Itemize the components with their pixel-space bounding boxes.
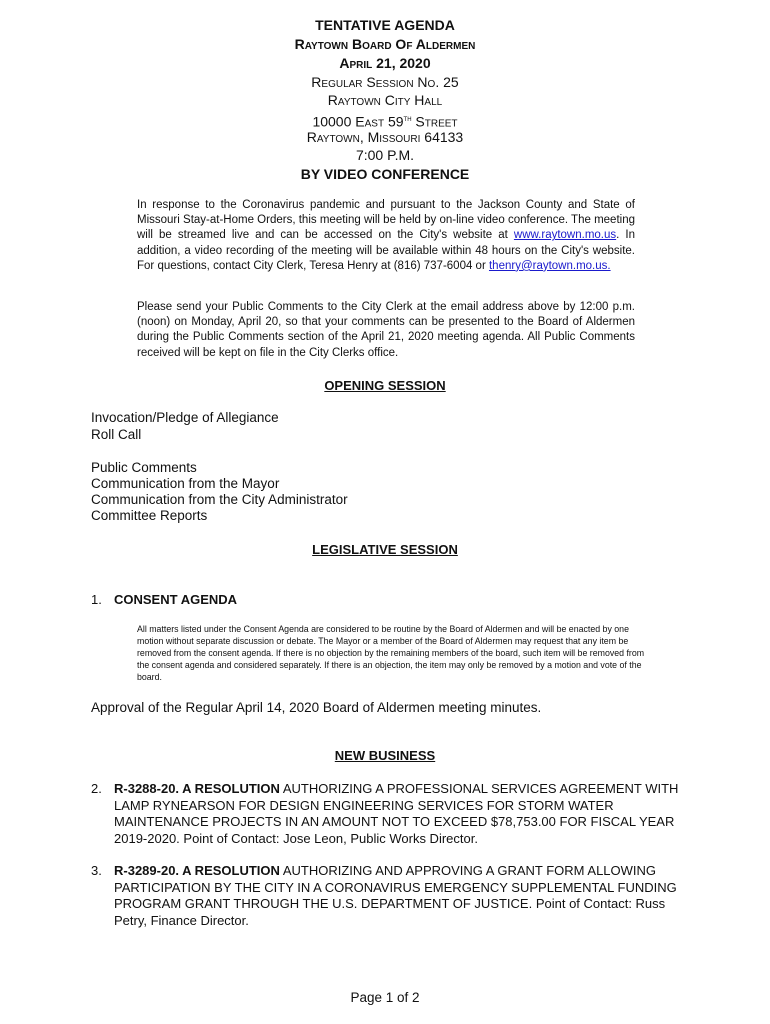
opening-item: Invocation/Pledge of Allegiance [91,410,279,425]
opening-item: Committee Reports [91,508,208,523]
public-comments-paragraph: Please send your Public Comments to the City Clerk at the email address above by 12:00 p.m. (noon) on Monday, April 20, so that your comments can be presented to the Board of Aldermen during the Public Comments section of the April 21, 2020 meeting agenda. All Public Comments received will be kept on file in the City Clerks office. [137,301,635,359]
new-business-heading: NEW BUSINESS [334,748,436,763]
resolution-text: AUTHORIZING AND APPROVING A GRANT FORM ALLOWING PARTICIPATION BY THE CITY IN A CORONAVIRUS EMERGENCY SUPPLEMENTAL FUNDING PROGRAM GRANT THROUGH THE U.S. DEPARTMENT OF JUSTICE. Point of Contact: Russ Petry, Finance Director. [114,863,677,928]
opening-item: Roll Call [91,427,142,442]
clerk-email-link[interactable]: thenry@raytown.mo.us. [488,259,611,272]
intro-text-b: . In addition, a video recording of the meeting will be available within 48 hours on the City's website. For questions, contact City Clerk, Teresa Henry at (816) 737-6004 or [137,229,635,272]
opening-item: Communication from the Mayor [91,476,280,491]
resolution-text: AUTHORIZING A PROFESSIONAL SERVICES AGREEMENT WITH LAMP RYNEARSON FOR DESIGN ENGINEERING SERVICES FOR STORM WATER MAINTENANCE PROJECTS IN AN AMOUNT NOT TO EXCEED $78,753.00 FOR FISCAL YEAR 2019-2020. Point of Contact: Jose Leon, Public Works Director. [114,781,679,846]
session-number: Regular Session No. 25 [311,74,459,90]
resolution-id: R-3289-20. A RESOLUTION [114,863,280,878]
item-number: 2. [91,781,102,796]
opening-item: Communication from the City Administrator [91,492,348,507]
city-state-zip: Raytown, Missouri 64133 [306,129,464,145]
legislative-session-heading: LEGISLATIVE SESSION [312,542,458,557]
opening-item: Public Comments [91,460,197,475]
street-address-post: Street [411,113,458,130]
street-address [0,110,770,131]
consent-agenda-number: 1. [91,592,102,607]
page-number: Page 1 of 2 [350,990,420,1005]
opening-session-heading: OPENING SESSION [324,378,446,393]
item-number: 3. [91,863,102,878]
venue: Raytown City Hall [327,92,443,108]
consent-agenda-title: CONSENT AGENDA [114,592,238,607]
agenda-title: TENTATIVE AGENDA [315,17,455,33]
meeting-date: April 21, 2020 [339,55,431,71]
resolution-id: R-3288-20. A RESOLUTION [114,781,280,796]
minutes-approval: Approval of the Regular April 14, 2020 Board of Aldermen meeting minutes. [91,700,542,715]
city-website-link[interactable]: www.raytown.mo.us [513,229,617,242]
street-address-sup: th [403,114,412,123]
resolution-item [114,863,684,929]
board-name: Raytown Board Of Aldermen [294,36,476,52]
resolution-item [114,781,684,847]
meeting-time: 7:00 P.M. [355,147,415,163]
intro-text-a: In response to the Coronavirus pandemic and pursuant to the Jackson County and State of Missouri Stay-at-Home Orders, this meeting will be held by on-line video conference. The meeting will be streamed live and can be accessed on the City's website at [137,199,635,242]
meeting-mode: BY VIDEO CONFERENCE [300,166,470,182]
street-address-pre: 10000 East 59 [312,113,404,130]
intro-paragraph [137,198,635,274]
consent-agenda-note: All matters listed under the Consent Agenda are considered to be routine by the Board of Aldermen and will be enacted by one motion without separate discussion or debate. The Mayor or a member of the Board of Aldermen may request that any item be removed from the consent agenda. If there is no objection by the remaining members of the board, such item will be removed from the consent agenda and considered separately. If there is an objection, the item may only be removed by a motion and vote of the board. [137,624,645,682]
